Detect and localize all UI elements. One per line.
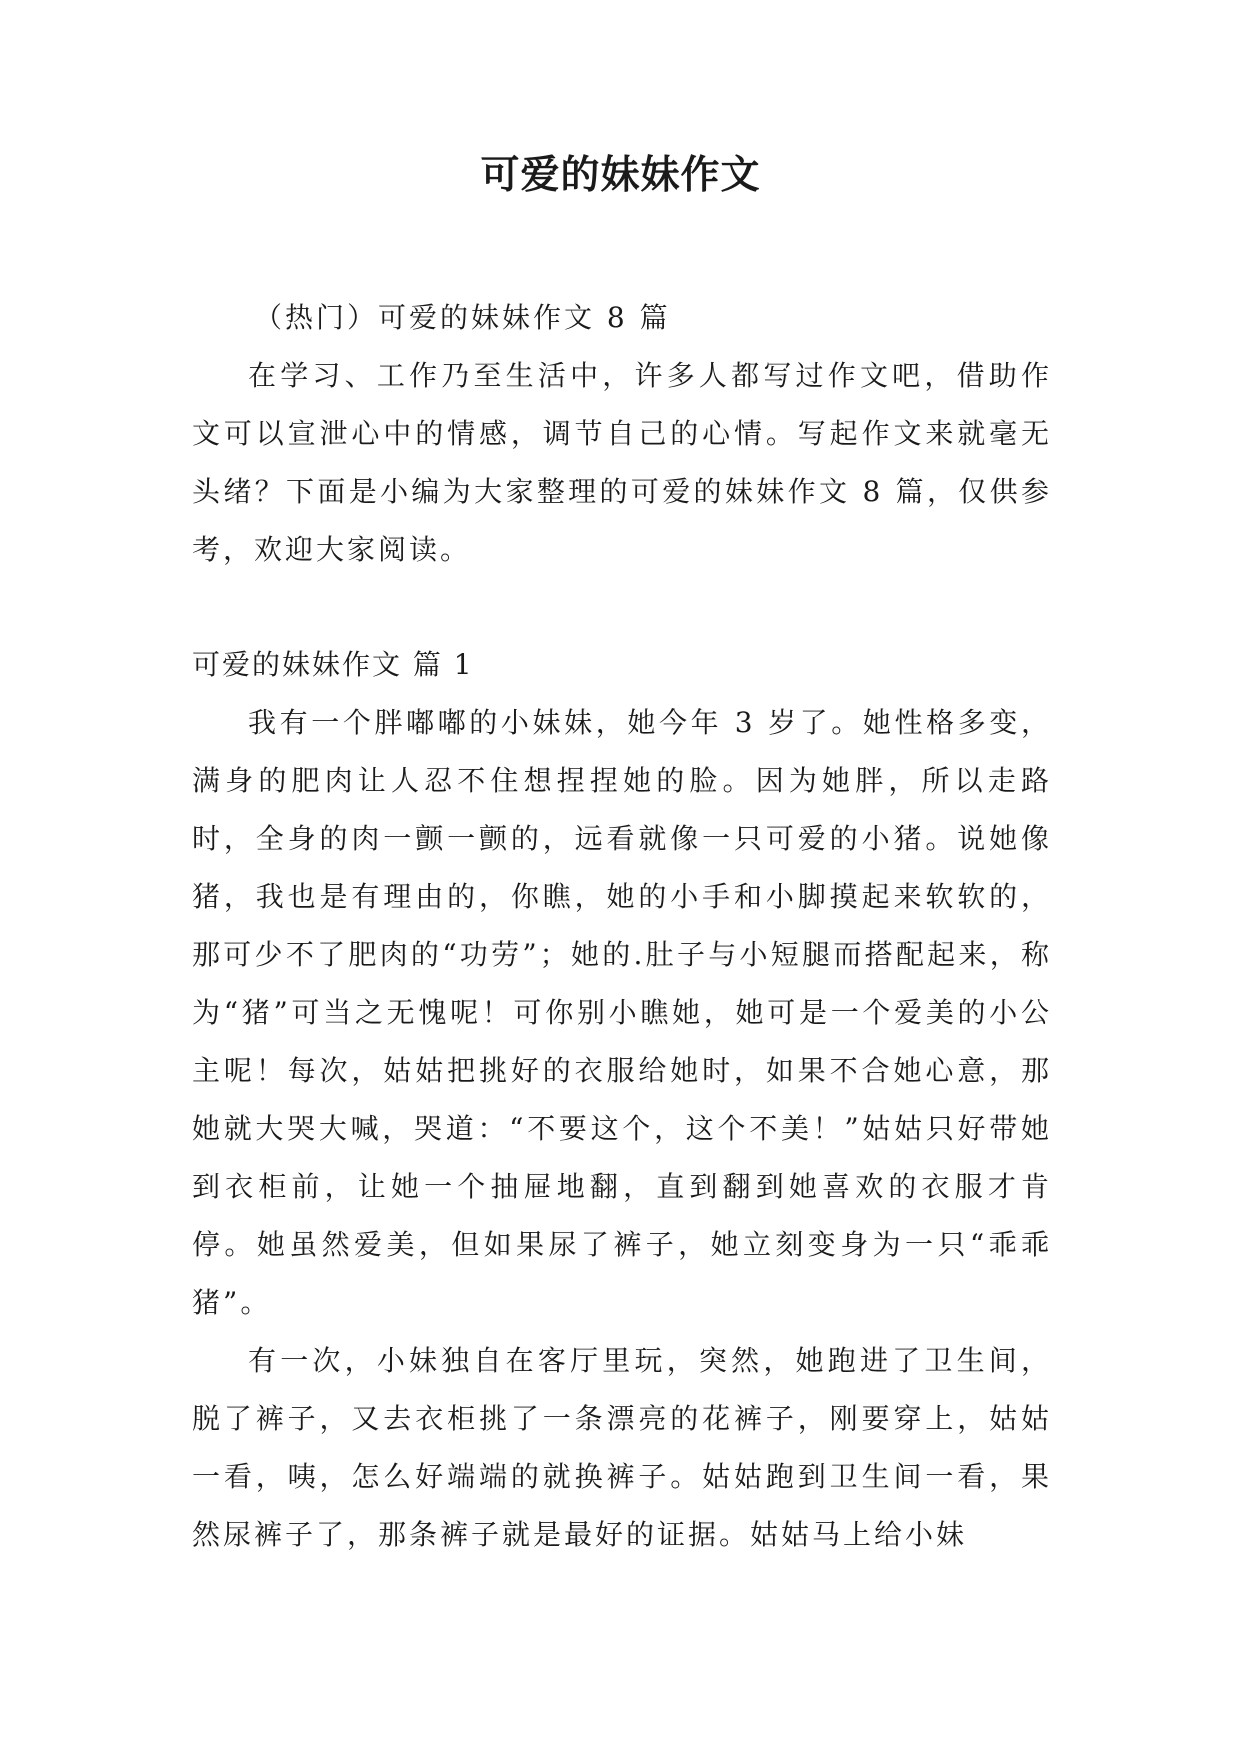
essay-section-1 [192,636,1052,1564]
document-subtitle: （热门）可爱的妹妹作文 8 篇 [254,301,671,334]
document-title: 可爱的妹妹作文 [480,153,761,198]
intro-block [192,289,1052,579]
intro-paragraph: 在学习、工作乃至生活中，许多人都写过作文吧，借助作文可以宣泄心中的情感，调节自己的心情。写起作文来就毫无头绪？下面是小编为大家整理的可爱的妹妹作文 8 篇，仅供参考，欢迎大家阅读。 [192,359,1052,566]
section-paragraph: 有一次，小妹独自在客厅里玩，突然，她跑进了卫生间，脱了裤子，又去衣柜挑了一条漂亮的花裤子，刚要穿上，姑姑一看，咦，怎么好端端的就换裤子。姑姑跑到卫生间一看，果然尿裤子了，那条裤子就是最好的证据。姑姑马上给小妹 [192,1344,1052,1551]
section-paragraph: 我有一个胖嘟嘟的小妹妹，她今年 3 岁了。她性格多变，满身的肥肉让人忍不住想捏捏她的脸。因为她胖，所以走路时，全身的肉一颤一颤的，远看就像一只可爱的小猪。说她像猪，我也是有理由的，你瞧，她的小手和小脚摸起来软软的，那可少不了肥肉的“功劳”；她的.肚子与小短腿而搭配起来，称为“猪”可当之无愧呢！可你别小瞧她，她可是一个爱美的小公主呢！每次，姑姑把挑好的衣服给她时，如果不合她心意，那她就大哭大喊，哭道：“不要这个，这个不美！”姑姑只好带她到衣柜前，让她一个抽屉地翻，直到翻到她喜欢的衣服才肯停。她虽然爱美，但如果尿了裤子，她立刻变身为一只“乖乖猪”。 [192,706,1052,1319]
section-heading: 可爱的妹妹作文 篇 1 [192,648,474,681]
